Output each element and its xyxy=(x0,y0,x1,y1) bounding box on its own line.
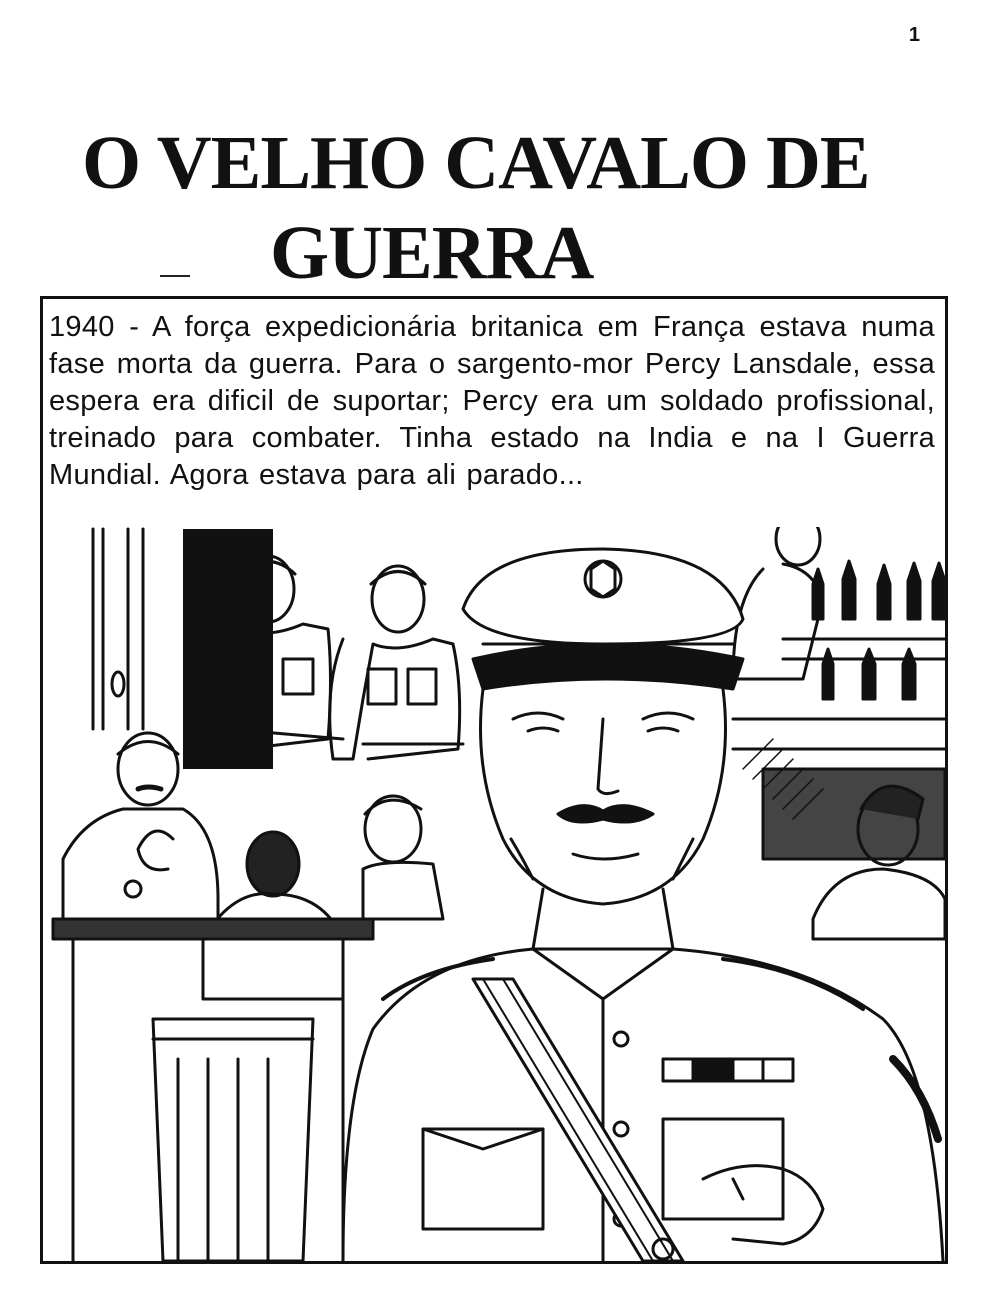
narration-caption xyxy=(43,299,945,527)
title-underline-mark xyxy=(160,275,190,277)
title-line-2: GUERRA xyxy=(270,211,594,295)
soldier-standing-right xyxy=(330,566,463,759)
soldier-profile-center xyxy=(363,796,443,919)
chair xyxy=(153,1019,313,1261)
caption-text: 1940 - A força expedicionária britanica em França estava numa fase morta da guerra. Para o sargento-mor Percy Lansdale, essa espera era dificil de suportar; Percy era um soldado profissional, treinado para combater. Tinha estado na India e na I Guerra Mundial. Agora estava para ali parado... xyxy=(49,311,935,491)
title-line-1: O VELHO CAVALO DE xyxy=(82,121,870,205)
bottles xyxy=(813,561,945,699)
page-number: 1 xyxy=(908,24,920,46)
officer-sergeant-major xyxy=(343,549,943,1261)
doorway xyxy=(93,529,273,769)
soldier-back-of-head xyxy=(203,832,343,999)
comic-panel xyxy=(40,296,948,1264)
bartender xyxy=(733,513,823,679)
table xyxy=(53,919,373,1261)
